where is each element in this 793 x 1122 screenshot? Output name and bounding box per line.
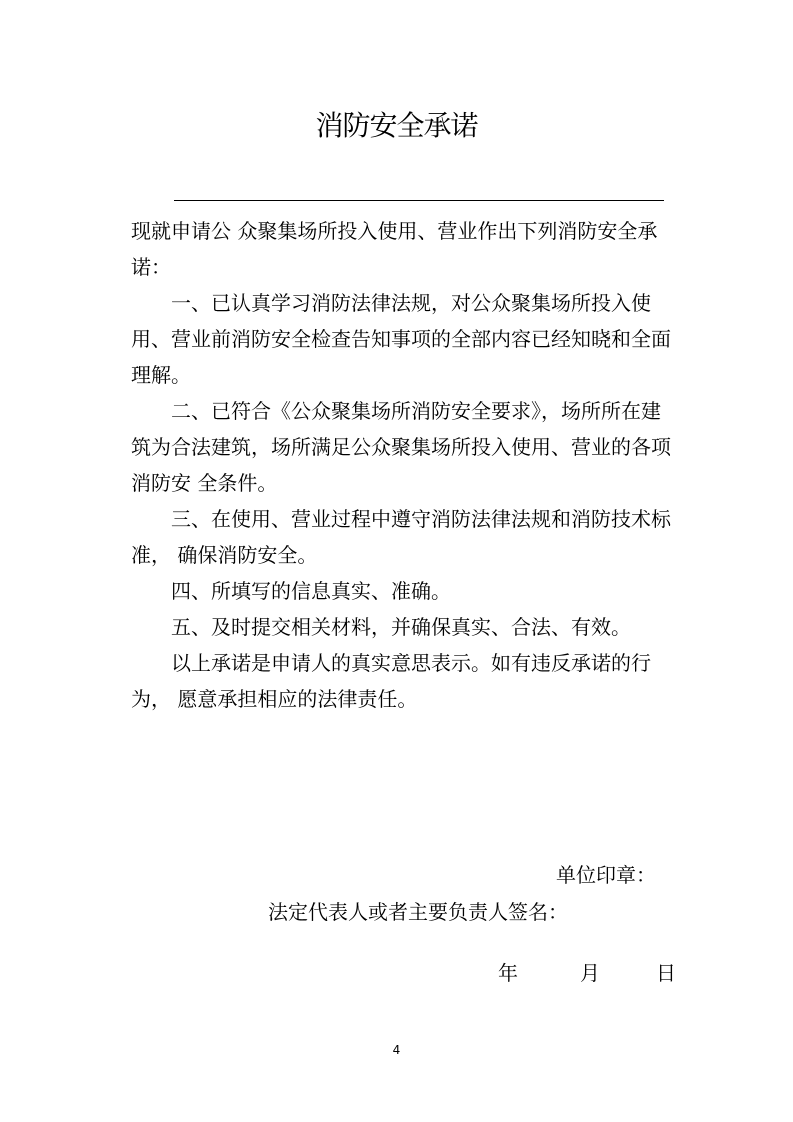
date-day-label: 日 (656, 961, 676, 985)
commitment-item-5: 五、及时提交相关材料，并确保真实、合法、有效。 (171, 615, 631, 639)
date-row (0, 958, 793, 988)
page-number: 4 (392, 1043, 401, 1057)
seal-label: 单位印章： (556, 863, 656, 887)
commitment-item-1: 一、已认真学习消防法律法规，对公众聚集场所投入使用、营业前消防安全检查告知事项的全部内容已经知晓和全面理解。 (131, 291, 671, 387)
representative-signature-label: 法定代表人或者主要负责人签名： (268, 900, 568, 924)
document-title: 消防安全承诺 (315, 109, 478, 142)
intro-paragraph: 现就申请公 众聚集场所投入使用、营业作出下列消防安全承诺： (131, 219, 658, 279)
closing-statement: 以上承诺是申请人的真实意思表示。如有违反承诺的行为， 愿意承担相应的法律责任。 (131, 651, 651, 711)
date-month-label: 月 (580, 961, 600, 985)
commitment-body (131, 213, 671, 717)
applicant-name-blank (174, 200, 664, 201)
commitment-item-3: 三、在使用、营业过程中遵守消防法律法规和消防技术标准， 确保消防安全。 (131, 507, 671, 567)
commitment-item-2: 二、已符合《公众聚集场所消防安全要求》，场所所在建筑为合法建筑，场所满足公众聚集场所投入使用、营业的各项消防安 全条件。 (131, 399, 671, 495)
commitment-item-4: 四、所填写的信息真实、准确。 (171, 579, 451, 603)
date-year-label: 年 (498, 961, 518, 985)
